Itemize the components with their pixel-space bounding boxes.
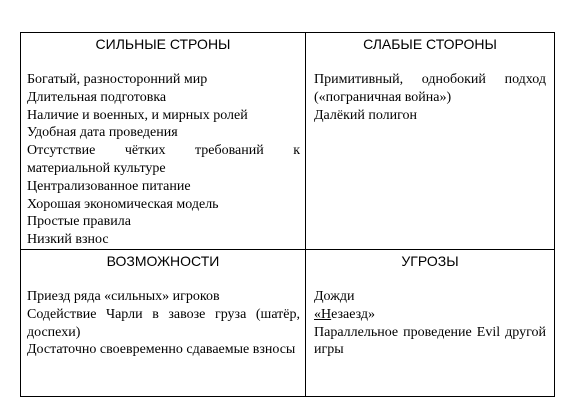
weakness-item: Далёкий полигон: [314, 107, 418, 123]
weaknesses-list: [306, 71, 554, 124]
swot-table: [20, 32, 555, 397]
threat-item: Параллельное проведение Evil другой игры: [314, 324, 546, 358]
strength-item: Централизованное питание: [27, 178, 191, 194]
strength-item: Отсутствие чётких требований к материальной культуре: [27, 143, 300, 176]
strength-item: Длительная подготовка: [27, 89, 167, 105]
strength-item: Богатый, разносторонний мир: [27, 72, 208, 87]
strength-item: Простые правила: [27, 214, 131, 230]
strengths-list: [21, 71, 305, 249]
weakness-item: Примитивный, однобокий подход («пограничная война»): [314, 72, 546, 105]
opportunity-item: Достаточно своевременно сдаваемые взносы: [27, 342, 296, 358]
threat-item: «Незаезд»: [314, 306, 376, 322]
opportunities-heading: ВОЗМОЖНОСТИ: [106, 252, 220, 269]
threats-cell: [306, 249, 555, 396]
opportunity-item: Приезд ряда «сильных» игроков: [27, 288, 220, 304]
weaknesses-cell: [306, 33, 555, 250]
strength-item: Наличие и военных, и мирных ролей: [27, 107, 248, 123]
strengths-cell: [21, 33, 306, 250]
threats-heading: УГРОЗЫ: [401, 252, 459, 269]
weaknesses-heading: СЛАБЫЕ СТОРОНЫ: [363, 36, 497, 52]
threat-item: Дожди: [314, 288, 355, 304]
opportunity-item: Содействие Чарли в завозе груза (шатёр, доспехи): [27, 306, 300, 340]
strengths-heading: СИЛЬНЫЕ СТРОНЫ: [95, 36, 231, 52]
strength-item: Низкий взнос: [27, 232, 109, 248]
opportunities-list: [21, 288, 305, 359]
opportunities-cell: [21, 249, 306, 396]
threats-list: [306, 288, 554, 359]
strength-item: Хорошая экономическая модель: [27, 196, 219, 212]
strength-item: Удобная дата проведения: [27, 125, 178, 141]
